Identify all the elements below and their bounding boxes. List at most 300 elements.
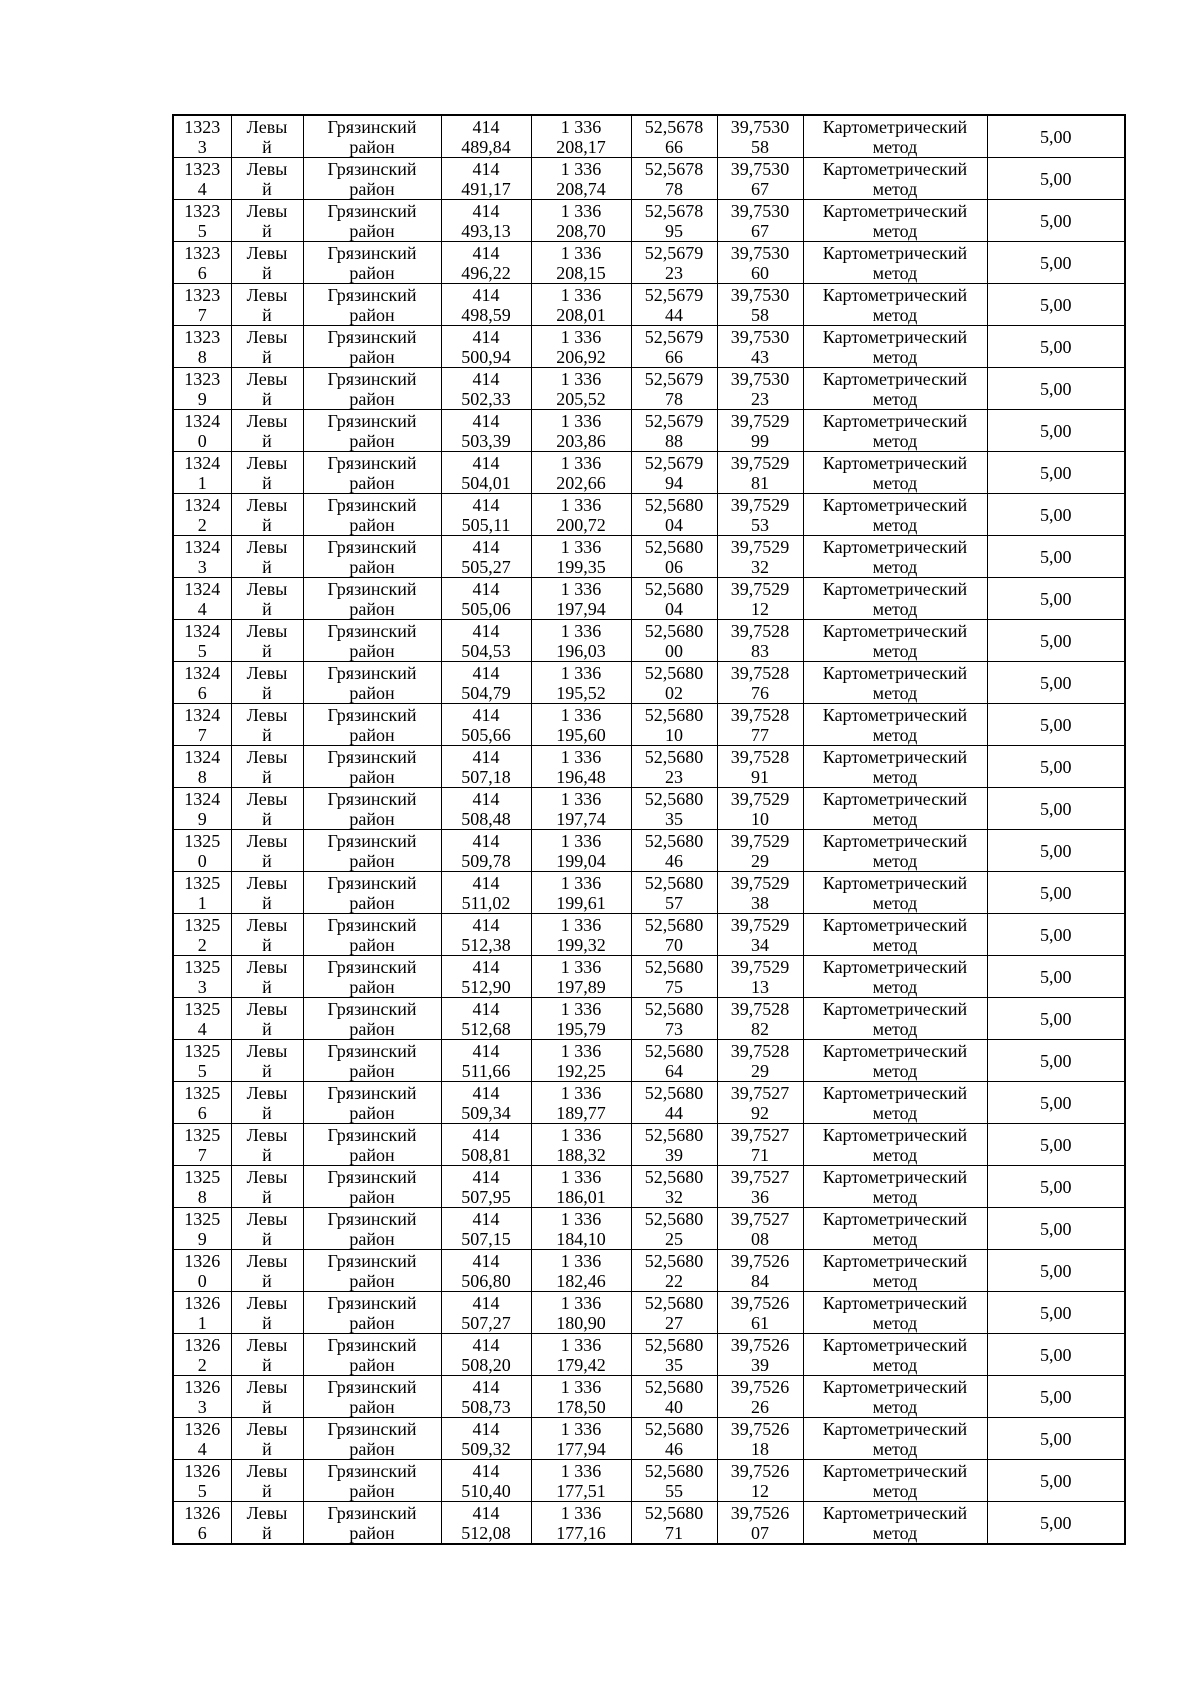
- table-row: [173, 1250, 1125, 1292]
- coord-x-cell-line: 489,84: [461, 136, 511, 157]
- method-cell: [803, 1208, 987, 1250]
- longitude-cell-line: 39,7530: [730, 284, 790, 305]
- latitude-cell-line: 94: [665, 472, 683, 493]
- point-number-cell: [173, 284, 231, 326]
- coord-y-cell: [531, 1124, 631, 1166]
- coord-y-cell-line: 1 336: [560, 1376, 602, 1397]
- coord-y-cell: [531, 1166, 631, 1208]
- method-cell: [803, 1082, 987, 1124]
- coord-x-cell-line: 414: [472, 242, 500, 263]
- bank-side-cell: [231, 578, 303, 620]
- method-cell-line: метод: [872, 388, 918, 409]
- coord-y-cell-line: 202,66: [556, 472, 606, 493]
- coord-y-cell-line: 177,16: [556, 1522, 606, 1543]
- accuracy-cell: 5,00: [987, 1040, 1125, 1082]
- coord-y-cell-line: 1 336: [560, 200, 602, 221]
- coord-x-cell-line: 414: [472, 1334, 500, 1355]
- latitude-cell-line: 52,5680: [644, 1166, 704, 1187]
- latitude-cell: [631, 1250, 717, 1292]
- district-cell-line: Грязинский: [327, 452, 417, 473]
- bank-side-cell-line: й: [262, 262, 272, 283]
- bank-side-cell-line: Левы: [246, 116, 288, 137]
- latitude-cell-line: 52,5680: [644, 1376, 704, 1397]
- bank-side-cell: [231, 1208, 303, 1250]
- longitude-cell-line: 29: [751, 850, 769, 871]
- longitude-cell-line: 39,7529: [730, 956, 790, 977]
- bank-side-cell-line: й: [262, 724, 272, 745]
- latitude-cell: [631, 914, 717, 956]
- coord-y-cell: [531, 788, 631, 830]
- method-cell-line: Картометрический: [822, 830, 968, 851]
- longitude-cell-line: 71: [751, 1144, 769, 1165]
- latitude-cell: [631, 578, 717, 620]
- bank-side-cell-line: й: [262, 766, 272, 787]
- latitude-cell: [631, 830, 717, 872]
- district-cell-line: район: [349, 1396, 395, 1417]
- method-cell: [803, 872, 987, 914]
- district-cell-line: Грязинский: [327, 158, 417, 179]
- coord-y-cell-line: 196,48: [556, 766, 606, 787]
- latitude-cell-line: 35: [665, 808, 683, 829]
- bank-side-cell-line: й: [262, 640, 272, 661]
- table-row: [173, 872, 1125, 914]
- latitude-cell: [631, 410, 717, 452]
- coord-x-cell-line: 414: [472, 452, 500, 473]
- point-number-cell-line: 1325: [184, 914, 221, 935]
- bank-side-cell-line: й: [262, 514, 272, 535]
- method-cell-line: Картометрический: [822, 1292, 968, 1313]
- longitude-cell-line: 39,7529: [730, 830, 790, 851]
- coord-y-cell-line: 1 336: [560, 704, 602, 725]
- district-cell: [303, 1418, 441, 1460]
- method-cell-line: метод: [872, 682, 918, 703]
- coord-x-cell: [441, 956, 531, 998]
- coord-x-cell: [441, 788, 531, 830]
- bank-side-cell: [231, 914, 303, 956]
- method-cell-line: метод: [872, 556, 918, 577]
- method-cell: [803, 200, 987, 242]
- point-number-cell-line: 6: [197, 682, 207, 703]
- accuracy-cell: 5,00: [987, 620, 1125, 662]
- coord-y-cell-line: 188,32: [556, 1144, 606, 1165]
- latitude-cell-line: 55: [665, 1480, 683, 1501]
- longitude-cell-line: 12: [751, 1480, 769, 1501]
- bank-side-cell: [231, 494, 303, 536]
- coord-x-cell-line: 498,59: [461, 304, 511, 325]
- accuracy-cell: 5,00: [987, 1502, 1125, 1545]
- method-cell: [803, 578, 987, 620]
- district-cell-line: Грязинский: [327, 1250, 417, 1271]
- coord-y-cell-line: 1 336: [560, 1124, 602, 1145]
- longitude-cell-line: 39,7528: [730, 1040, 790, 1061]
- latitude-cell-line: 52,5679: [644, 242, 704, 263]
- bank-side-cell-line: Левы: [246, 1166, 288, 1187]
- coord-y-cell-line: 1 336: [560, 1040, 602, 1061]
- longitude-cell-line: 08: [751, 1228, 769, 1249]
- method-cell: [803, 956, 987, 998]
- longitude-cell-line: 39,7528: [730, 620, 790, 641]
- bank-side-cell-line: Левы: [246, 410, 288, 431]
- method-cell: [803, 115, 987, 158]
- accuracy-cell: 5,00: [987, 410, 1125, 452]
- district-cell: [303, 662, 441, 704]
- point-number-cell-line: 1325: [184, 1208, 221, 1229]
- method-cell-line: метод: [872, 136, 918, 157]
- longitude-cell: [717, 830, 803, 872]
- coord-y-cell: [531, 200, 631, 242]
- latitude-cell-line: 25: [665, 1228, 683, 1249]
- bank-side-cell-line: Левы: [246, 788, 288, 809]
- bank-side-cell: [231, 956, 303, 998]
- latitude-cell-line: 52,5678: [644, 200, 704, 221]
- latitude-cell-line: 52,5680: [644, 1292, 704, 1313]
- point-number-cell-line: 1324: [184, 746, 221, 767]
- coord-y-cell-line: 1 336: [560, 998, 602, 1019]
- coord-x-cell-line: 414: [472, 494, 500, 515]
- coord-x-cell-line: 414: [472, 788, 500, 809]
- point-number-cell: [173, 1124, 231, 1166]
- coord-y-cell: [531, 1502, 631, 1545]
- accuracy-cell: 5,00: [987, 452, 1125, 494]
- point-number-cell: [173, 410, 231, 452]
- coord-y-cell-line: 197,94: [556, 598, 606, 619]
- district-cell-line: Грязинский: [327, 578, 417, 599]
- coord-x-cell: [441, 1166, 531, 1208]
- point-number-cell-line: 8: [197, 1186, 207, 1207]
- district-cell-line: район: [349, 1228, 395, 1249]
- point-number-cell-line: 1325: [184, 1040, 221, 1061]
- bank-side-cell: [231, 1334, 303, 1376]
- district-cell-line: район: [349, 1480, 395, 1501]
- coord-x-cell: [441, 284, 531, 326]
- point-number-cell: [173, 1418, 231, 1460]
- accuracy-cell: 5,00: [987, 326, 1125, 368]
- method-cell-line: Картометрический: [822, 158, 968, 179]
- bank-side-cell-line: Левы: [246, 1124, 288, 1145]
- coord-y-cell-line: 208,01: [556, 304, 606, 325]
- longitude-cell-line: 39,7527: [730, 1124, 790, 1145]
- district-cell-line: Грязинский: [327, 116, 417, 137]
- accuracy-cell: 5,00: [987, 662, 1125, 704]
- bank-side-cell-line: й: [262, 556, 272, 577]
- district-cell: [303, 1124, 441, 1166]
- bank-side-cell-line: й: [262, 892, 272, 913]
- bank-side-cell-line: й: [262, 1270, 272, 1291]
- coord-y-cell-line: 1 336: [560, 620, 602, 641]
- latitude-cell: [631, 115, 717, 158]
- accuracy-cell: 5,00: [987, 1208, 1125, 1250]
- coord-y-cell-line: 1 336: [560, 746, 602, 767]
- latitude-cell: [631, 494, 717, 536]
- coord-y-cell-line: 182,46: [556, 1270, 606, 1291]
- district-cell-line: Грязинский: [327, 1460, 417, 1481]
- longitude-cell: [717, 1124, 803, 1166]
- bank-side-cell-line: й: [262, 934, 272, 955]
- coord-y-cell: [531, 704, 631, 746]
- point-number-cell: [173, 326, 231, 368]
- district-cell-line: Грязинский: [327, 914, 417, 935]
- table-row: [173, 115, 1125, 158]
- method-cell-line: Картометрический: [822, 242, 968, 263]
- table-row: [173, 452, 1125, 494]
- district-cell: [303, 1376, 441, 1418]
- district-cell: [303, 746, 441, 788]
- bank-side-cell-line: й: [262, 136, 272, 157]
- method-cell-line: Картометрический: [822, 1418, 968, 1439]
- method-cell-line: Картометрический: [822, 872, 968, 893]
- longitude-cell: [717, 1460, 803, 1502]
- method-cell: [803, 242, 987, 284]
- district-cell-line: район: [349, 346, 395, 367]
- accuracy-cell: 5,00: [987, 284, 1125, 326]
- coord-y-cell: [531, 1376, 631, 1418]
- district-cell-line: Грязинский: [327, 1124, 417, 1145]
- method-cell-line: метод: [872, 472, 918, 493]
- point-number-cell-line: 2: [197, 934, 207, 955]
- district-cell: [303, 620, 441, 662]
- point-number-cell: [173, 115, 231, 158]
- method-cell-line: метод: [872, 1438, 918, 1459]
- longitude-cell-line: 39,7530: [730, 200, 790, 221]
- longitude-cell-line: 81: [751, 472, 769, 493]
- accuracy-cell: 5,00: [987, 536, 1125, 578]
- coord-y-cell-line: 1 336: [560, 662, 602, 683]
- longitude-cell-line: 99: [751, 430, 769, 451]
- point-number-cell: [173, 662, 231, 704]
- coord-y-cell-line: 1 336: [560, 1502, 602, 1523]
- longitude-cell: [717, 914, 803, 956]
- district-cell-line: Грязинский: [327, 1292, 417, 1313]
- coord-y-cell-line: 1 336: [560, 116, 602, 137]
- method-cell: [803, 788, 987, 830]
- coord-x-cell-line: 414: [472, 1166, 500, 1187]
- latitude-cell-line: 78: [665, 178, 683, 199]
- coordinates-table: [172, 114, 1126, 1545]
- coord-x-cell-line: 414: [472, 1376, 500, 1397]
- table-row: [173, 242, 1125, 284]
- longitude-cell-line: 39: [751, 1354, 769, 1375]
- method-cell-line: Картометрический: [822, 956, 968, 977]
- longitude-cell: [717, 620, 803, 662]
- coord-y-cell-line: 1 336: [560, 1166, 602, 1187]
- method-cell-line: метод: [872, 1018, 918, 1039]
- longitude-cell-line: 39,7530: [730, 326, 790, 347]
- coord-x-cell-line: 414: [472, 368, 500, 389]
- latitude-cell-line: 04: [665, 514, 683, 535]
- bank-side-cell: [231, 1292, 303, 1334]
- latitude-cell-line: 27: [665, 1312, 683, 1333]
- point-number-cell: [173, 1460, 231, 1502]
- accuracy-cell: 5,00: [987, 1166, 1125, 1208]
- coord-y-cell: [531, 1460, 631, 1502]
- district-cell: [303, 1208, 441, 1250]
- bank-side-cell-line: й: [262, 388, 272, 409]
- method-cell-line: Картометрический: [822, 1082, 968, 1103]
- table-row: [173, 1040, 1125, 1082]
- coord-x-cell: [441, 536, 531, 578]
- district-cell-line: район: [349, 1144, 395, 1165]
- coord-x-cell-line: 506,80: [461, 1270, 511, 1291]
- coord-y-cell-line: 199,61: [556, 892, 606, 913]
- coord-y-cell-line: 1 336: [560, 578, 602, 599]
- coord-y-cell-line: 195,79: [556, 1018, 606, 1039]
- coord-x-cell-line: 414: [472, 1460, 500, 1481]
- longitude-cell-line: 39,7526: [730, 1334, 790, 1355]
- bank-side-cell-line: Левы: [246, 200, 288, 221]
- latitude-cell-line: 23: [665, 766, 683, 787]
- longitude-cell: [717, 242, 803, 284]
- coord-x-cell-line: 493,13: [461, 220, 511, 241]
- longitude-cell-line: 39,7530: [730, 242, 790, 263]
- point-number-cell: [173, 1040, 231, 1082]
- bank-side-cell: [231, 284, 303, 326]
- point-number-cell-line: 5: [197, 220, 207, 241]
- coord-x-cell-line: 414: [472, 914, 500, 935]
- coord-x-cell: [441, 1250, 531, 1292]
- longitude-cell-line: 61: [751, 1312, 769, 1333]
- district-cell-line: район: [349, 430, 395, 451]
- coord-x-cell-line: 503,39: [461, 430, 511, 451]
- point-number-cell-line: 9: [197, 1228, 207, 1249]
- table-row: [173, 1082, 1125, 1124]
- table-row: [173, 788, 1125, 830]
- point-number-cell-line: 0: [197, 850, 207, 871]
- bank-side-cell: [231, 1460, 303, 1502]
- method-cell-line: метод: [872, 304, 918, 325]
- coord-x-cell-line: 414: [472, 830, 500, 851]
- bank-side-cell-line: Левы: [246, 914, 288, 935]
- method-cell: [803, 284, 987, 326]
- bank-side-cell-line: й: [262, 976, 272, 997]
- accuracy-cell: 5,00: [987, 956, 1125, 998]
- latitude-cell-line: 66: [665, 136, 683, 157]
- coord-y-cell-line: 1 336: [560, 1250, 602, 1271]
- bank-side-cell-line: Левы: [246, 536, 288, 557]
- latitude-cell: [631, 452, 717, 494]
- latitude-cell-line: 52,5680: [644, 494, 704, 515]
- accuracy-cell: 5,00: [987, 242, 1125, 284]
- table-row: [173, 998, 1125, 1040]
- point-number-cell-line: 1326: [184, 1334, 221, 1355]
- point-number-cell-line: 1323: [184, 200, 221, 221]
- table-row: [173, 494, 1125, 536]
- coord-x-cell: [441, 494, 531, 536]
- longitude-cell-line: 39,7529: [730, 578, 790, 599]
- coord-x-cell-line: 414: [472, 200, 500, 221]
- latitude-cell: [631, 1418, 717, 1460]
- district-cell-line: район: [349, 1186, 395, 1207]
- coord-y-cell: [531, 158, 631, 200]
- latitude-cell: [631, 284, 717, 326]
- coord-y-cell: [531, 452, 631, 494]
- method-cell: [803, 1502, 987, 1545]
- accuracy-cell: 5,00: [987, 746, 1125, 788]
- coord-y-cell-line: 208,15: [556, 262, 606, 283]
- district-cell: [303, 368, 441, 410]
- coord-x-cell-line: 511,02: [461, 892, 511, 913]
- longitude-cell: [717, 115, 803, 158]
- method-cell-line: Картометрический: [822, 788, 968, 809]
- table-row: [173, 1376, 1125, 1418]
- bank-side-cell-line: Левы: [246, 158, 288, 179]
- method-cell-line: Картометрический: [822, 494, 968, 515]
- latitude-cell-line: 44: [665, 1102, 683, 1123]
- accuracy-cell: 5,00: [987, 158, 1125, 200]
- latitude-cell-line: 52,5680: [644, 578, 704, 599]
- coord-x-cell-line: 414: [472, 1418, 500, 1439]
- coord-y-cell: [531, 1292, 631, 1334]
- coord-y-cell-line: 1 336: [560, 410, 602, 431]
- bank-side-cell-line: Левы: [246, 1208, 288, 1229]
- bank-side-cell: [231, 410, 303, 452]
- coord-x-cell-line: 509,32: [461, 1438, 511, 1459]
- method-cell: [803, 1124, 987, 1166]
- bank-side-cell-line: й: [262, 178, 272, 199]
- method-cell-line: Картометрический: [822, 368, 968, 389]
- district-cell-line: район: [349, 934, 395, 955]
- table-row: [173, 578, 1125, 620]
- district-cell-line: район: [349, 850, 395, 871]
- method-cell-line: метод: [872, 1396, 918, 1417]
- district-cell-line: Грязинский: [327, 1334, 417, 1355]
- latitude-cell: [631, 326, 717, 368]
- coord-x-cell-line: 414: [472, 536, 500, 557]
- coord-x-cell: [441, 1418, 531, 1460]
- district-cell-line: район: [349, 1060, 395, 1081]
- coord-y-cell: [531, 368, 631, 410]
- point-number-cell-line: 1326: [184, 1460, 221, 1481]
- coord-y-cell: [531, 914, 631, 956]
- table-row: [173, 1418, 1125, 1460]
- latitude-cell-line: 52,5680: [644, 620, 704, 641]
- latitude-cell-line: 88: [665, 430, 683, 451]
- longitude-cell-line: 18: [751, 1438, 769, 1459]
- bank-side-cell-line: Левы: [246, 872, 288, 893]
- bank-side-cell: [231, 536, 303, 578]
- coord-y-cell: [531, 956, 631, 998]
- bank-side-cell: [231, 1124, 303, 1166]
- district-cell-line: район: [349, 766, 395, 787]
- district-cell-line: район: [349, 976, 395, 997]
- district-cell-line: Грязинский: [327, 1376, 417, 1397]
- coord-y-cell: [531, 1334, 631, 1376]
- district-cell-line: Грязинский: [327, 494, 417, 515]
- accuracy-cell: 5,00: [987, 1292, 1125, 1334]
- point-number-cell: [173, 1334, 231, 1376]
- point-number-cell-line: 1325: [184, 830, 221, 851]
- longitude-cell-line: 39,7529: [730, 452, 790, 473]
- accuracy-cell: 5,00: [987, 115, 1125, 158]
- coord-y-cell-line: 208,70: [556, 220, 606, 241]
- bank-side-cell-line: й: [262, 808, 272, 829]
- method-cell-line: метод: [872, 892, 918, 913]
- coord-x-cell: [441, 115, 531, 158]
- district-cell: [303, 830, 441, 872]
- longitude-cell-line: 39,7526: [730, 1292, 790, 1313]
- coord-y-cell: [531, 284, 631, 326]
- bank-side-cell: [231, 158, 303, 200]
- coord-x-cell: [441, 1208, 531, 1250]
- table-row: [173, 1208, 1125, 1250]
- district-cell-line: район: [349, 1312, 395, 1333]
- point-number-cell-line: 7: [197, 724, 207, 745]
- latitude-cell-line: 52,5678: [644, 116, 704, 137]
- longitude-cell: [717, 200, 803, 242]
- point-number-cell-line: 1326: [184, 1502, 221, 1523]
- coord-y-cell-line: 1 336: [560, 242, 602, 263]
- coord-x-cell: [441, 1124, 531, 1166]
- district-cell: [303, 410, 441, 452]
